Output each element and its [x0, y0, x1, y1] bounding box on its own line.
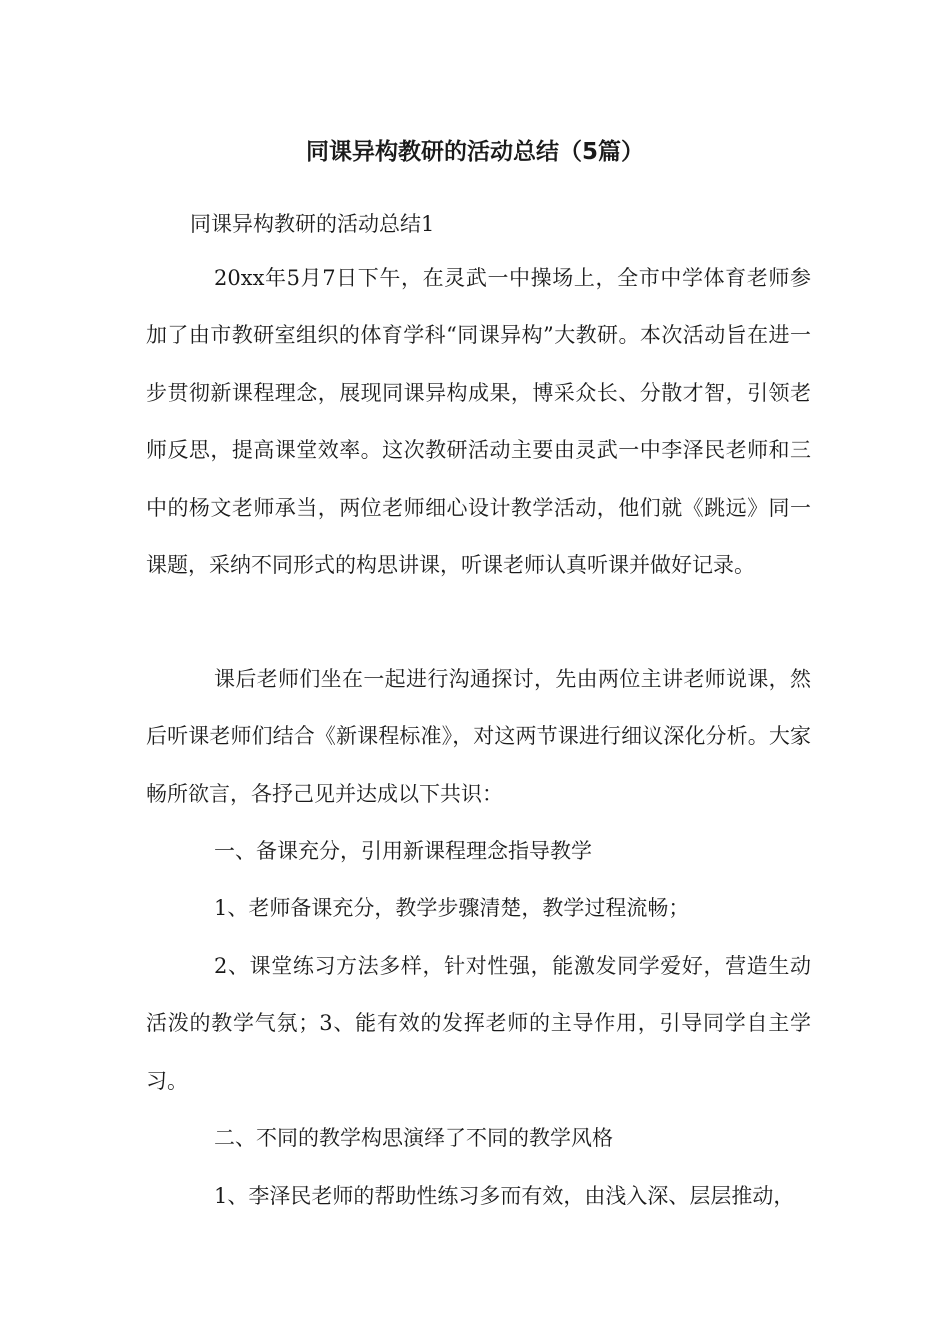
paragraph-intro: 20xx年5月7日下午，在灵武一中操场上，全市中学体育老师参加了由市教研室组织的体育学科“同课异构”大教研。本次活动旨在进一步贯彻新课程理念，展现同课异构成果，博采众长、分散才智，引领老师反思，提高课堂效率。这次教研活动主要由灵武一中李泽民老师和三中的杨文老师承当，两位老师细心设计教学活动，他们就《跳远》同一课题，采纳不同形式的构思讲课，听课老师认真听课并做好记录。: [146, 266, 811, 578]
paragraph-discussion: 课后老师们坐在一起进行沟通探讨，先由两位主讲老师说课，然后听课老师们结合《新课程标准》，对这两节课进行细议深化分析。大家畅所欲言，各抒己见并达成以下共识：: [146, 667, 811, 806]
heading-point-two: 二、不同的教学构思演绎了不同的教学风格: [214, 1126, 613, 1150]
heading-point-one: 一、备课充分，引用新课程理念指导教学: [214, 839, 592, 863]
section-heading: 同课异构教研的活动总结1: [190, 212, 435, 236]
list-item-preparation: 1、老师备课充分，教学步骤清楚，教学过程流畅；: [214, 896, 690, 920]
document-title: 同课异构教研的活动总结（5篇）: [305, 139, 644, 165]
list-item-teacher-li: 1、李泽民老师的帮助性练习多而有效，由浅入深、层层推动，: [214, 1184, 795, 1208]
list-item-practice: 2、课堂练习方法多样，针对性强，能激发同学爱好，营造生动活泼的教学气氛；3、能有效的发挥老师的主导作用，引导同学自主学习。: [146, 954, 811, 1093]
